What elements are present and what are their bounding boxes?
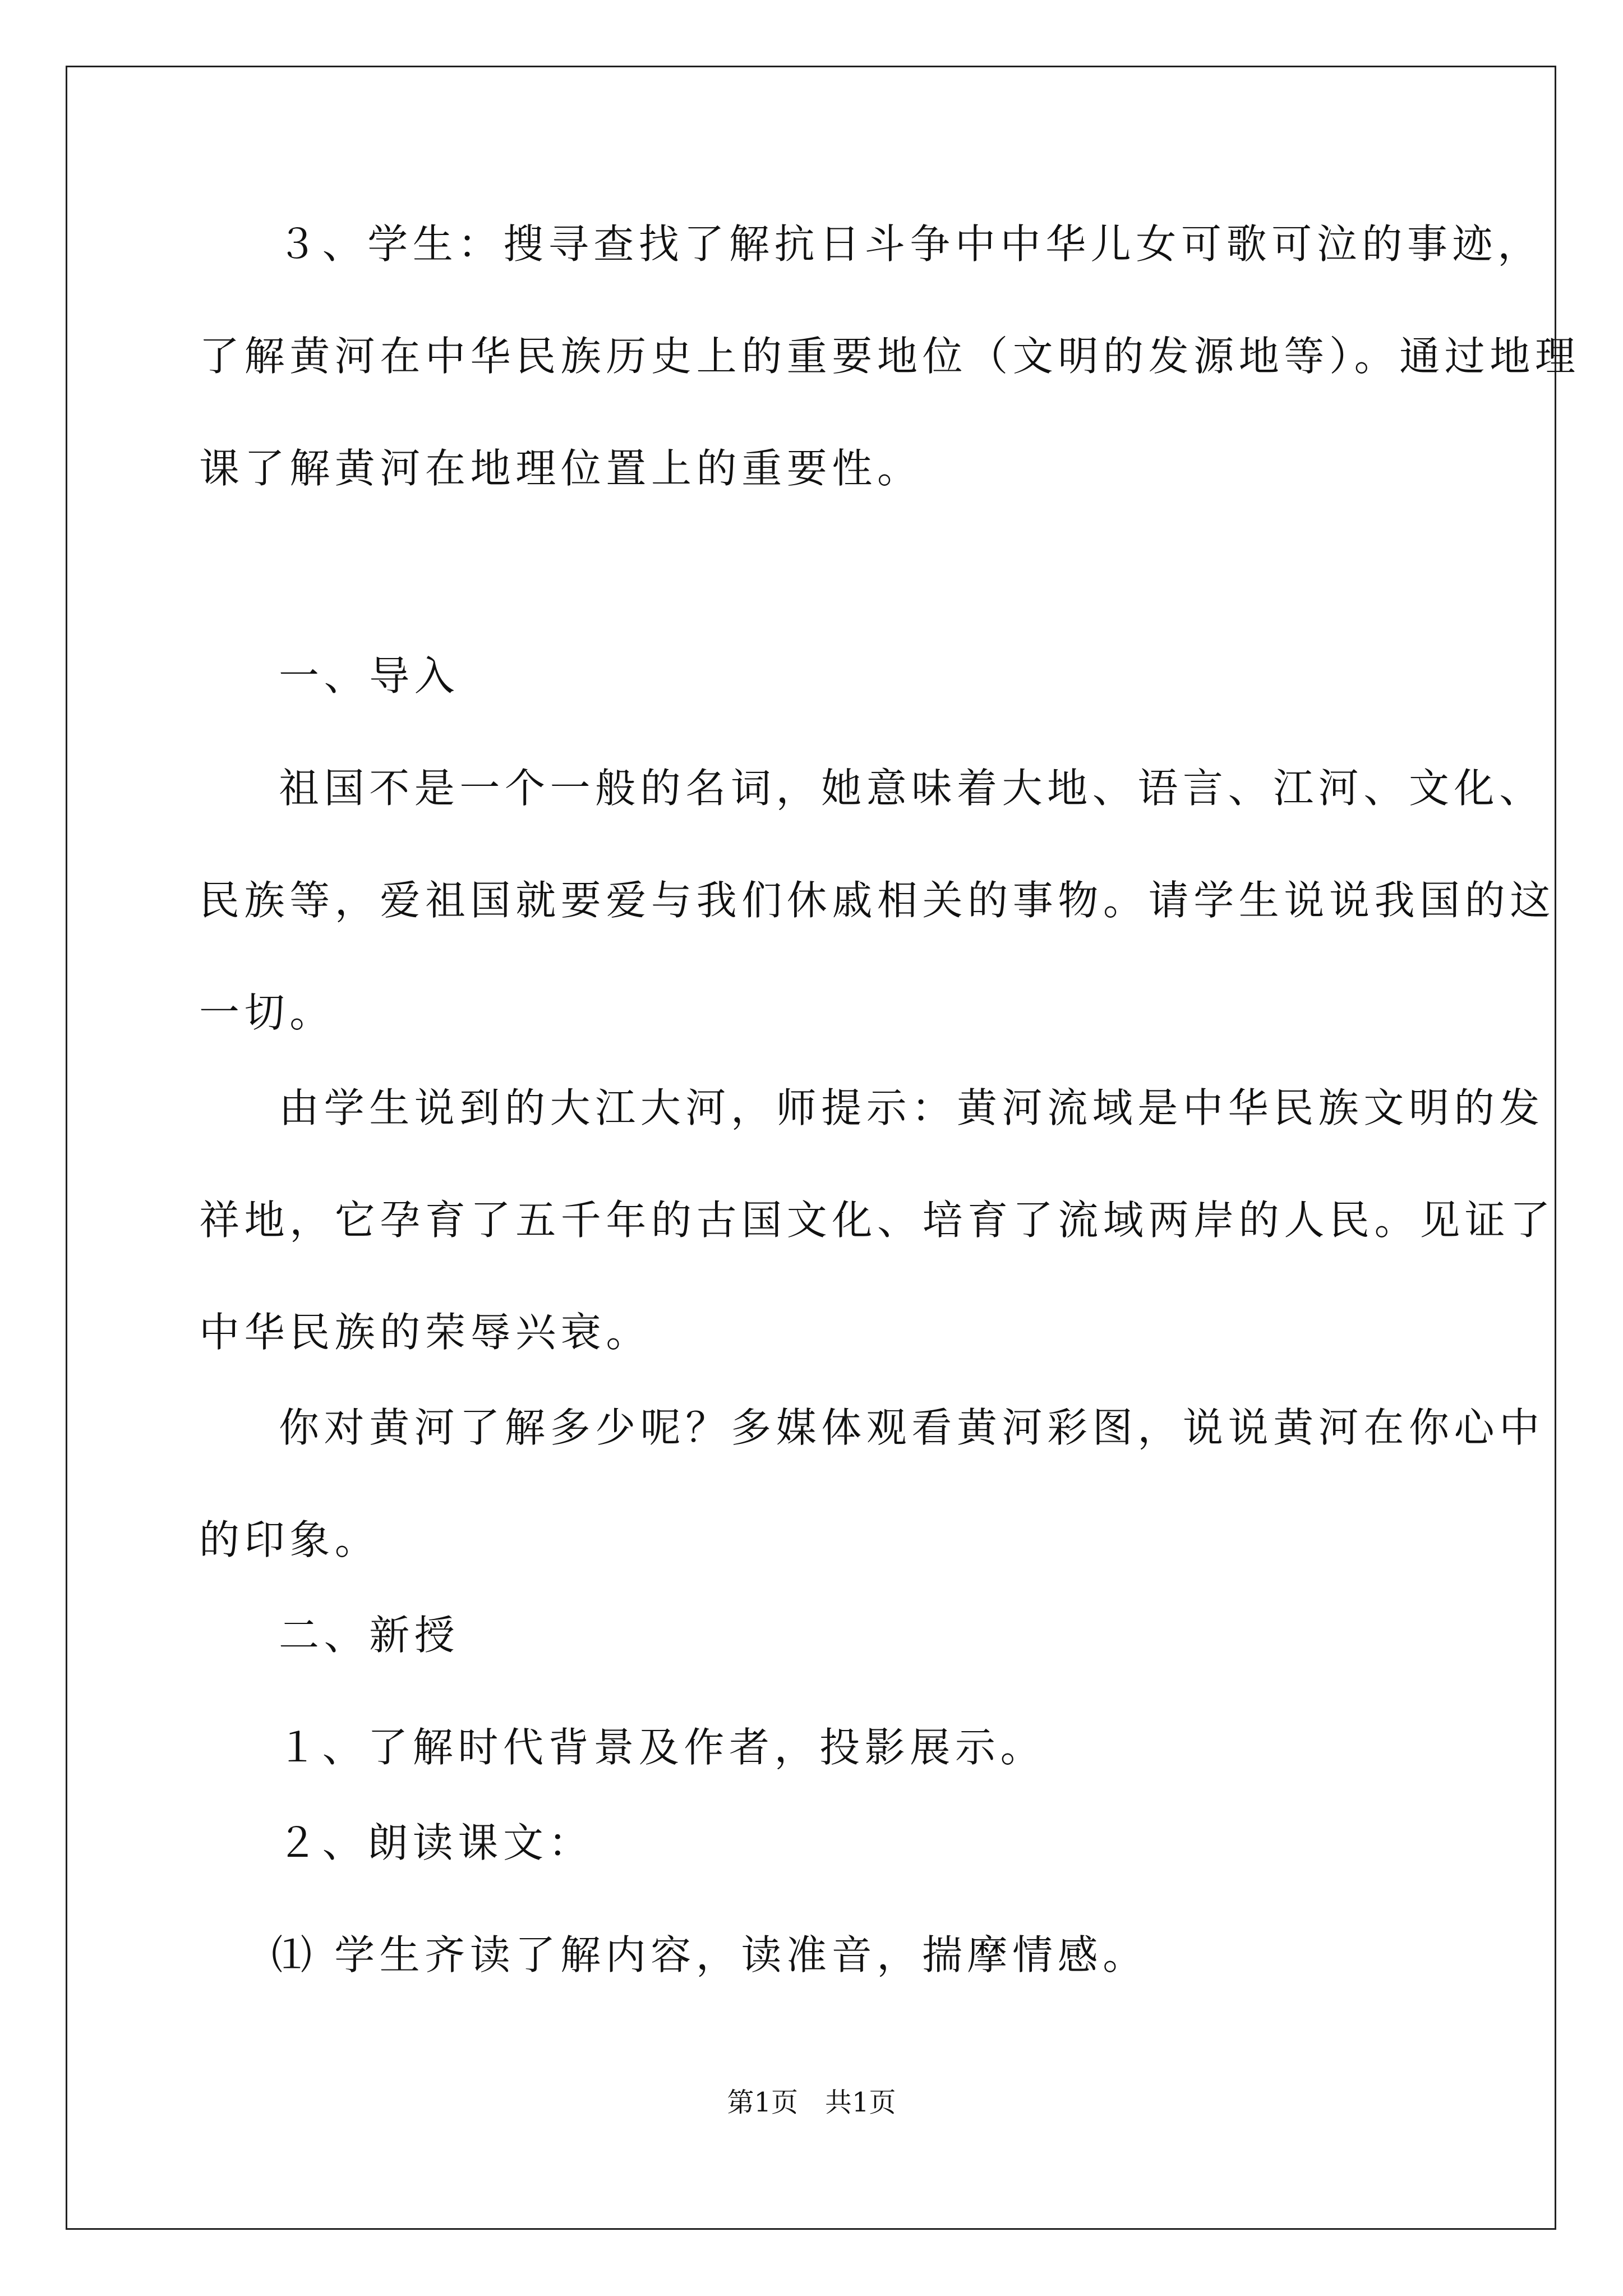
paragraph-1-line-2: 了解黄河在中华民族历史上的重要地位（文明的发源地等）。通过地理 bbox=[199, 333, 1580, 380]
section-heading-new: 二、新授 bbox=[279, 1612, 460, 1659]
paragraph-3-line-1: 由学生说到的大江大河，师提示：黄河流域是中华民族文明的发 bbox=[279, 1084, 1544, 1131]
paragraph-1-line-3: 课了解黄河在地理位置上的重要性。 bbox=[199, 445, 923, 492]
section-heading-intro: 一、导入 bbox=[279, 652, 460, 700]
list-subitem-1: ⑴ 学生齐读了解内容，读准音，揣摩情感。 bbox=[271, 1931, 1148, 1978]
list-item-1: １、了解时代背景及作者，投影展示。 bbox=[277, 1724, 1046, 1771]
paragraph-3-line-2: 祥地，它孕育了五千年的古国文化、培育了流域两岸的人民。见证了 bbox=[199, 1197, 1556, 1244]
paragraph-2-line-2: 民族等，爱祖国就要爱与我们休戚相关的事物。请学生说说我国的这 bbox=[199, 877, 1556, 924]
paragraph-4-line-1: 你对黄河了解多少呢？多媒体观看黄河彩图，说说黄河在你心中 bbox=[279, 1404, 1544, 1451]
paragraph-4-line-2: 的印象。 bbox=[199, 1516, 380, 1563]
list-item-2: ２、朗读课文： bbox=[277, 1819, 594, 1866]
page-border bbox=[66, 66, 1556, 2230]
paragraph-3-line-3: 中华民族的荣辱兴衰。 bbox=[199, 1309, 652, 1356]
page-footer: 第1页 共1页 bbox=[727, 2087, 896, 2118]
paragraph-2-line-1: 祖国不是一个一般的名词，她意味着大地、语言、江河、文化、 bbox=[279, 765, 1544, 812]
paragraph-1-line-1: ３、学生：搜寻查找了解抗日斗争中中华儿女可歌可泣的事迹， bbox=[277, 220, 1543, 268]
paragraph-2-line-3: 一切。 bbox=[199, 989, 335, 1036]
